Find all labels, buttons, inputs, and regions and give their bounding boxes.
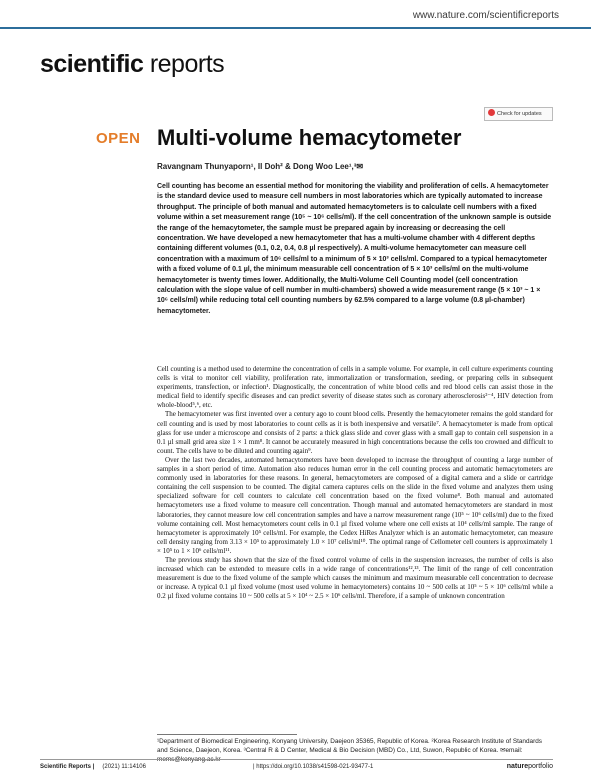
journal-url[interactable]: www.nature.com/scientificreports (412, 10, 559, 21)
affiliations: ¹Department of Biomedical Engineering, Konyang University, Daejeon 35365, Republic of Korea. ²Korea Research Institute of Standards and Science, Daejeon, Korea. ³Central R & D Center, Medical & Bio Decision (MBD) Co., Ltd, Suwon, Republic of Korea. ✉email: mems@konyang.ac.kr (157, 738, 542, 764)
brand-light: reports (149, 50, 225, 78)
author-list: Ravangnam Thunyaporn¹, Il Doh² & Dong Woo Lee¹,³✉ (157, 162, 364, 171)
footer-volume: (2021) 11:14106 (102, 764, 146, 770)
body-paragraph: Over the last two decades, automated hemacytometers have been developed to increase the throughput of counting a large number of samples in a short period of time. Automation also reduces human error in the cell counting process and automatic hemacytometers are commonly used in laboratories for these reasons. In general, hemacytometers are composed of a digital camera and a slide or cartridge containing the cell suspension to be counted. The digital camera captures cells on the slide in the fixed volume and analyzes them using specialized software for cell counters to calculate cell concentration based on the fixed volume⁸. Both manual and automated hemacytometers use a fixed volume to measure cell concentration. Though manual and automated hemacytometers are standard in most laboratories, they cannot measure low cell concentration samples and have a narrow measurement range (10⁵ ~ 10⁶ cells/ml) due to the fixed volume containing cell. Most hemacytometers count cells in 0.1 µl fixed volume where one cell exists at 10⁴ cells/ml sample. The range of hemacytometer is approximately 10⁵ cells/ml. For example, the Cedex HiRes Analyzer which is an automatic hemacytometer, can measure cell density ranging from 3.13 × 10⁵ to approximately 1.0 × 10⁷ cells/ml¹⁰. The optimal range of Cellometer cell counters is approximately 1 × 10⁵ to 1 × 10⁶ cells/ml¹¹. (157, 455, 553, 555)
article-body (157, 365, 553, 601)
journal-logo (40, 50, 224, 79)
body-paragraph: The previous study has shown that the size of the fixed control volume of cells in the suspension increases, the number of cells is also increased which can be extended to measure cells in a wide range of concentrations¹²,¹³. The limit of the range of cell concentration measurement is due to the fixed volume of the sample which causes the minimum and maximum measurable cell concentration to decrease or increase. A typical 0.1 µl fixed volume (most used volume in hemacytometers) contains 10 ~ 500 cells at 10⁵ ~ 5 × 10⁶ cells/ml while a 0.2 µl fixed volume contains 10 ~ 500 cells at 5 × 10⁴ ~ 2.5 × 10⁶ cells/ml. Therefore, if a sample of unknown concentration (157, 555, 553, 601)
page-footer (40, 764, 553, 770)
footer-journal: Scientific Reports | (40, 764, 95, 770)
publisher-logo (507, 763, 553, 770)
header-rule (0, 27, 591, 29)
abstract (157, 182, 553, 317)
footer-doi[interactable]: | https://doi.org/10.1038/s41598-021-93477-1 (253, 764, 374, 770)
brand-bold: scientific (40, 50, 144, 78)
article-title: Multi-volume hemacytometer (157, 125, 462, 150)
open-access-label: OPEN (96, 130, 141, 147)
footnote-rule (157, 734, 297, 735)
footer-rule (40, 759, 553, 760)
abstract-text: Cell counting has become an essential method for monitoring the viability and proliferation of cells. A hemacytometer is the standard device used to measure cell numbers in most laboratories which are typically automated to increase throughput. The principle of both manual and automated hemacytometers is to calculate cell numbers with a fixed volume within a set measurement range (10⁵ ~ 10⁶ cells/ml). If the cell concentration of the unknown sample is outside the range of the hemacytometer, the sample must be prepared again by increasing or decreasing the cell concentration. We have developed a new hemacytometer that has a multi-volume chamber with 4 different depths containing different volumes (0.1, 0.2, 0.4, 0.8 µl respectively). A multi-volume hemacytometer can measure cell concentration with a maximum of 10⁶ cells/ml to a minimum of 5 × 10³ cells/ml. Compared to a typical hemacytometer with a fixed volume of 0.1 µl, the minimum measurable cell concentration of 5 × 10³ cells/ml on the multi-volume hemacytometer is twenty times lower. Additionally, the Multi-Volume Cell Counting model (cell concentration calculation with the slope value of cell number in multi-chambers) showed a wide measurement range (5 × 10³ ~ 1 × 10⁶ cells/ml) while reducing total cell counting numbers by 62.5% compared to a large volume (0.8 µl-chamber) hemacytometer. (157, 183, 552, 315)
check-updates-label: Check for updates (497, 111, 542, 117)
body-paragraph: The hemacytometer was first invented over a century ago to count blood cells. Presently the hemacytometer remains the gold standard for cell counting and is used by most laboratories to count cells as it is both inexpensive and versatile⁷. A hemacytometer is made from optical glass for use under a microscope and consists of 2 parts: a thick glass slide and cover glass with a small gap to contain cell suspension in a 0.1 µl small grid area size 1 × 1 mm⁸. It cannot be accurately measured in high concentrations because the cells too crowned and difficult to count. The cells have to be diluted and counting again⁹. (157, 410, 553, 455)
publisher-bold: nature (506, 763, 529, 770)
publisher-light: portfolio (528, 763, 553, 770)
check-updates-button[interactable] (484, 107, 553, 121)
check-updates-icon (488, 109, 495, 116)
body-paragraph: Cell counting is a method used to determine the concentration of cells in a sample volume. For example, in cell culture experiments counting cells is vital to monitor cell viability, proliferation rate, immortalization or transformation, seeding, or preparing cells in subsequent experiments, transfection, or infection¹. Diagnostically, the concentration of white blood cells and red blood cells can assist those in the medical field to identify specific diseases and can predict severity of disease states such as coronary atherosclerosis²⁻⁴, HIV detection from whole-blood⁵,⁶, etc. (157, 365, 553, 410)
